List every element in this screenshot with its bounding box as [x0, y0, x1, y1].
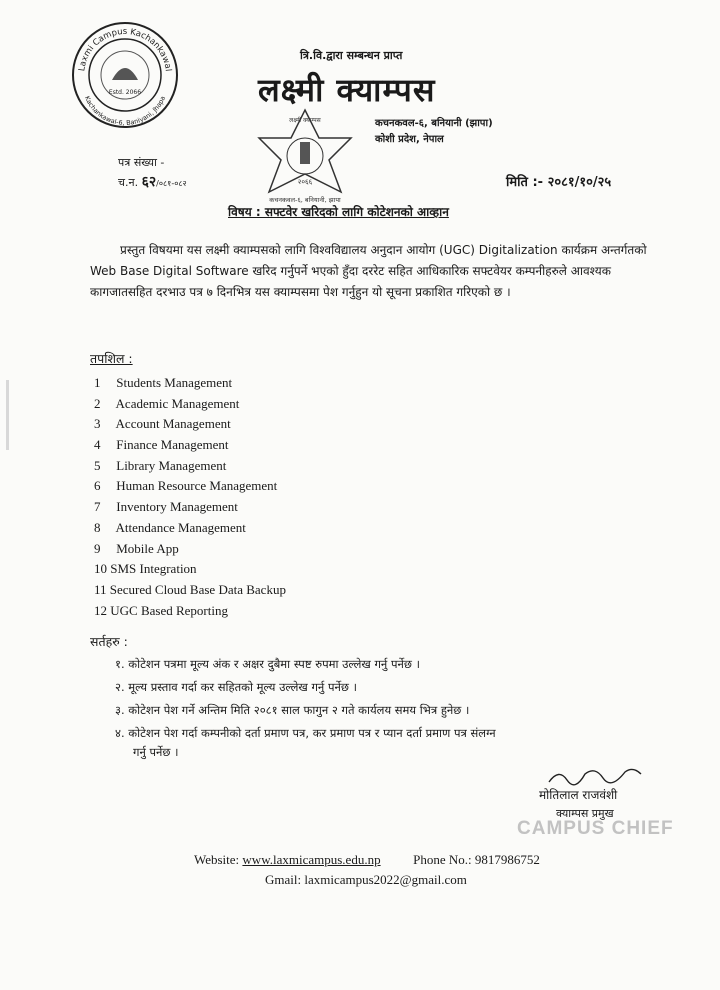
campus-logo: [70, 20, 180, 130]
subject-line: विषय : सफ्टवेर खरिदको लागि कोटेशनको आव्हान: [228, 205, 449, 219]
list-item: 10 SMS Integration: [94, 561, 197, 577]
list-item: 6 Human Resource Management: [94, 478, 278, 494]
list-item: 2 Academic Management: [94, 395, 240, 411]
patra-sankhya-label: पत्र संख्या -: [118, 156, 165, 169]
list-item: 8 Attendance Management: [94, 519, 246, 535]
footer-contact-line: [194, 852, 540, 868]
seal-bottom-text: कचनकवल-६, बनियानी, झापा: [269, 196, 341, 204]
phone-number: 9817986752: [474, 852, 540, 867]
website-label: Website:: [194, 852, 240, 867]
address-line-2: कोशी प्रदेश, नेपाल: [375, 134, 444, 145]
approval-text: त्रि.वि.द्वारा सम्बन्धन प्राप्त: [300, 49, 403, 62]
fiscal-year: /०८१-०८२: [156, 179, 187, 188]
list-item: 5 Library Management: [94, 457, 227, 473]
svg-text:Laxmi Campus Kachankawal: [77, 27, 173, 72]
gmail-address[interactable]: laxmicampus2022@gmail.com: [304, 872, 467, 887]
date-value: २०८१/१०/२५: [547, 175, 612, 190]
list-item: ४. कोटेशन पेश गर्दा कम्पनीको दर्ता प्रमाण पत्र, कर प्रमाण पत्र र प्यान दर्ता प्रमाण पत्र संलग्न गर्नु पर्नेछ ।: [115, 726, 496, 759]
chalani-number-line: [118, 172, 187, 191]
list-item: 1 Students Management: [94, 375, 233, 390]
list-item: 3 Account Management: [94, 416, 231, 432]
phone-label: Phone No.:: [413, 852, 472, 867]
seal-top-text: लक्ष्मी क्याम्पस: [289, 117, 321, 124]
campus-name-heading: लक्ष्मी क्याम्पस: [258, 71, 436, 109]
chalani-label: च.न.: [118, 176, 139, 189]
list-item: 11 Secured Cloud Base Data Backup: [94, 581, 286, 597]
signatory-name: मोतिलाल राजवंशी: [539, 788, 618, 802]
list-item: २. मूल्य प्रस्ताव गर्दा कर सहितको मूल्य उल्लेख गर्नु पर्नेछ ।: [115, 680, 357, 694]
seal-star-icon: [245, 108, 365, 208]
notice-body: प्रस्तुत विषयमा यस लक्ष्मी क्याम्पसको लागि विश्वविद्यालय अनुदान आयोग (UGC) Digitalization कार्यक्रम अन्तर्गतको Web Base Digital Software खरिद गर्नुपर्ने भएको हुँदा दररेट सहित आधिकारिक सफ्टवेयर कम्पनीहरुले आवश्यक कागजातसहित दरभाउ पत्र ७ दिनभित्र यस क्याम्पसमा पेश गर्नुहुन यो सूचना प्रकाशित गरिएको छ ।: [90, 243, 647, 299]
address-line-1: कचनकवल-६, बनियानी (झापा): [375, 118, 493, 129]
list-item: १. कोटेशन पत्रमा मूल्य अंक र अक्षर दुबैमा स्पष्ट रुपमा उल्लेख गर्नु पर्नेछ ।: [115, 657, 420, 671]
software-modules-list: [94, 373, 286, 621]
list-item: 7 Inventory Management: [94, 499, 238, 515]
date-line: [506, 172, 611, 190]
terms-list: [115, 655, 655, 766]
details-heading: तपशिल :: [90, 351, 133, 366]
government-seal: [245, 108, 365, 208]
signature-scribble: [545, 762, 645, 788]
list-item: ३. कोटेशन पेश गर्ने अन्तिम मिति २०८१ साल फागुन २ गते कार्यलय समय भित्र हुनेछ ।: [115, 703, 470, 717]
chalani-number: ६२: [141, 174, 157, 190]
scan-edge-mark: [6, 380, 9, 450]
footer-email-line: [265, 872, 467, 888]
gmail-label: Gmail:: [265, 872, 302, 887]
website-link[interactable]: www.laxmicampus.edu.np: [242, 852, 381, 867]
signatory-title: क्याम्पस प्रमुख: [556, 807, 614, 820]
terms-heading: सर्तहरु :: [90, 634, 128, 649]
list-item: 4 Finance Management: [94, 437, 229, 453]
logo-location-text: Kachankawal-6, Baniyani, Jhapa: [82, 94, 168, 128]
campus-logo-emblem: [70, 20, 180, 130]
seal-year-text: २०६६: [297, 178, 313, 186]
logo-estd-text: Estd. 2066: [108, 89, 142, 96]
campus-chief-stamp: CAMPUS CHIEF: [517, 818, 674, 839]
list-item: 12 UGC Based Reporting: [94, 602, 228, 618]
list-item: 9 Mobile App: [94, 540, 179, 556]
date-label: मिति :-: [506, 175, 544, 190]
logo-ring-text: Laxmi Campus Kachankawal: [77, 27, 173, 72]
